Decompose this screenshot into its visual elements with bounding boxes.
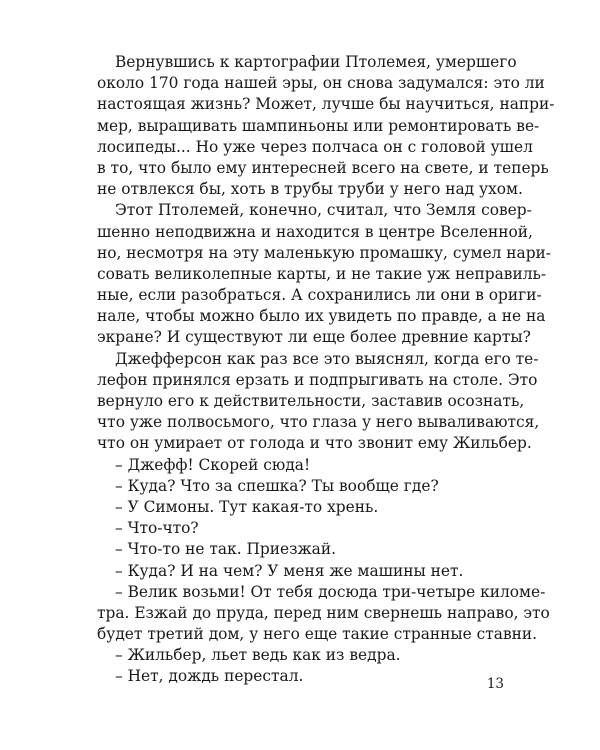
paragraph bbox=[97, 582, 550, 646]
text-line: вернуло его к действительности, заставив осознать, bbox=[97, 392, 525, 410]
text-line: но, несмотря на эту маленькую промашку, сумел нари- bbox=[97, 243, 552, 262]
dialogue-line: – Куда? И на чем? У меня же машины нет. bbox=[115, 561, 464, 580]
text-line: Джефферсон как раз все это выяснял, когда его те- bbox=[115, 349, 539, 368]
paragraph bbox=[97, 200, 552, 348]
text-line: будет третий дом, у него еще такие странные ставни. bbox=[97, 625, 538, 644]
text-line: тра. Езжай до пруда, перед ним свернешь направо, это bbox=[97, 603, 550, 622]
paragraph bbox=[97, 349, 540, 455]
text-line: мер, выращивать шампиньоны или ремонтировать ве- bbox=[97, 116, 540, 135]
text-line: не отвлекся бы, хоть в трубы труби у него над ухом. bbox=[97, 180, 523, 199]
text-line: экране? И существуют ли еще более древние карты? bbox=[97, 328, 531, 347]
dialogue-line: – Куда? Что за спешка? Ты вообще где? bbox=[115, 476, 439, 495]
dialogue-line: – Нет, дождь перестал. bbox=[115, 667, 304, 686]
text-line: что уже полвосьмого, что глаза у него вываливаются, bbox=[97, 413, 540, 432]
text-line: совать великолепные карты, и не такие уж неправиль- bbox=[97, 264, 547, 283]
text-line: около 170 года нашей эры, он снова задумался: это ли bbox=[97, 74, 545, 93]
body-text bbox=[97, 52, 555, 688]
text-line: Этот Птолемей, конечно, считал, что Земля совер- bbox=[115, 201, 532, 220]
paragraph bbox=[97, 52, 555, 200]
dialogue-line: – Что-то не так. Приезжай. bbox=[115, 540, 337, 559]
dialogue-line: – Джефф! Скорей сюда! bbox=[115, 455, 311, 474]
text-line: ные, если разобраться. А сохранились ли они в ориги- bbox=[97, 286, 542, 305]
text-line: Вернувшись к картографии Птолемея, умершего bbox=[115, 53, 517, 71]
text-line: шенно неподвижна и находится в центре Вселенной, bbox=[97, 222, 533, 241]
dialogue-line: – Велик возьми! От тебя досюда три-четыре киломе- bbox=[115, 582, 546, 601]
text-line: настоящая жизнь? Может, лучше бы научиться, напри- bbox=[97, 95, 555, 114]
text-line: лефон принялся ерзать и подпрыгивать на столе. Это bbox=[97, 370, 538, 389]
text-line: нале, чтобы можно было их увидеть по правде, а не на bbox=[97, 307, 546, 326]
text-line: в то, что было ему интересней всего на свете, и теперь bbox=[97, 158, 549, 177]
text-line: лосипеды... Но уже через полчаса он с головой ушел bbox=[97, 137, 533, 156]
page-number: 13 bbox=[486, 676, 504, 692]
text-line: что он умирает от голода и что звонит ему Жильбер. bbox=[97, 434, 532, 453]
dialogue-line: – У Симоны. Тут какая-то хрень. bbox=[115, 497, 379, 516]
dialogue-line: – Что-что? bbox=[115, 519, 199, 538]
dialogue-line: – Жильбер, льет ведь как из ведра. bbox=[115, 646, 401, 665]
